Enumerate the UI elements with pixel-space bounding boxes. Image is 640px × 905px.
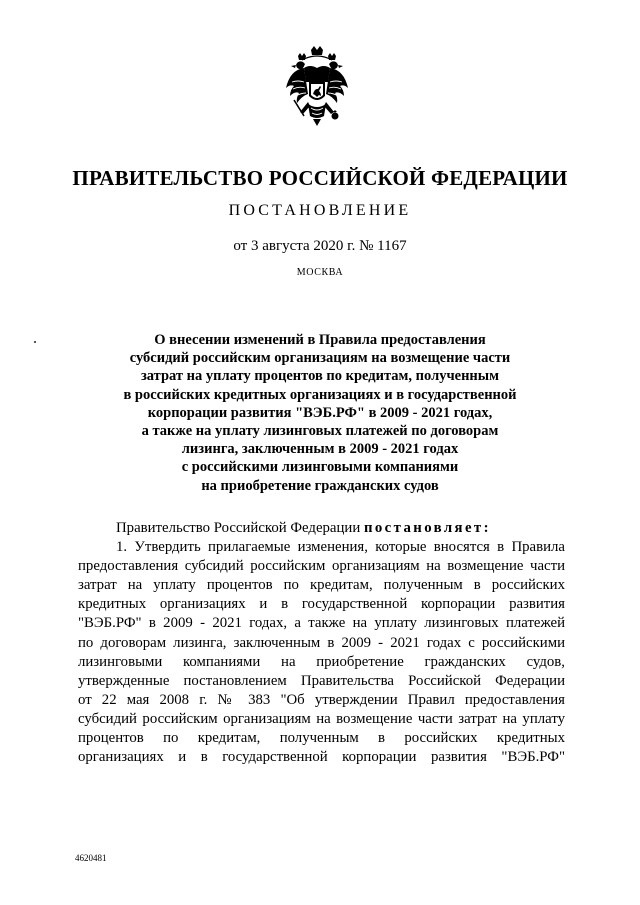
body-line: организациях и в государственной корпорации развития "ВЭБ.РФ" [78,749,565,766]
document-body [78,519,565,767]
document-city: МОСКВА [296,267,344,278]
preamble-text: Правительство Российской Федерации [116,520,361,536]
title-line: с российскими лизинговыми компаниями [181,459,459,476]
document-date-number: от 3 августа 2020 г. № 1167 [233,238,407,254]
russian-coat-of-arms-icon [284,46,350,138]
body-line: по договорам лизинга, заключенным в 2009 - 2021 годах с российскими [78,634,565,651]
body-line: лизинговыми компаниями на приобретение гражданских судов, [78,653,565,670]
title-line: на приобретение гражданских судов [201,477,439,494]
title-line: лизинга, заключенным в 2009 - 2021 годах [181,441,459,458]
body-line: от 22 мая 2008 г. № 383 "Об утверждении Правил предоставления [78,691,565,708]
title-line: корпорации развития "ВЭБ.РФ" в 2009 - 2021 годах, [147,404,493,421]
title-line: затрат на уплату процентов по кредитам, полученным [140,368,499,385]
preamble-line [78,519,565,538]
title-line: О внесении изменений в Правила предоставления [154,332,486,348]
body-line: процентов по кредитам, полученным в российских кредитных [78,730,565,747]
title-line: субсидий российским организациям на возмещение части [129,350,511,367]
body-line: затрат на уплату процентов по кредитам, полученным в российских [78,577,565,594]
document-code: 4620481 [75,853,107,863]
title-line: в российских кредитных организациях и в государственной [123,386,517,403]
body-line: субсидий российским организациям на возмещение части затрат на уплату [78,710,565,727]
body-line: 1. Утвердить прилагаемые изменения, которые вносятся в Правила [116,539,565,556]
body-line: утвержденные постановлением Правительства Российской Федерации [78,672,565,689]
body-line: кредитных организациях и в государственной корпорации развития [78,596,565,613]
preamble-action: постановляет: [363,520,491,536]
body-line: предоставления субсидий российским организациям на возмещение части [78,558,565,575]
document-title [80,331,560,495]
government-name: ПРАВИТЕЛЬСТВО РОССИЙСКОЙ ФЕДЕРАЦИИ [72,166,568,190]
body-line: "ВЭБ.РФ" в 2009 - 2021 годах, а также на уплату лизинговых платежей [78,615,565,632]
document-type: ПОСТАНОВЛЕНИЕ [228,202,412,219]
title-line: а также на уплату лизинговых платежей по договорам [141,423,499,440]
scan-artifact [34,341,36,343]
